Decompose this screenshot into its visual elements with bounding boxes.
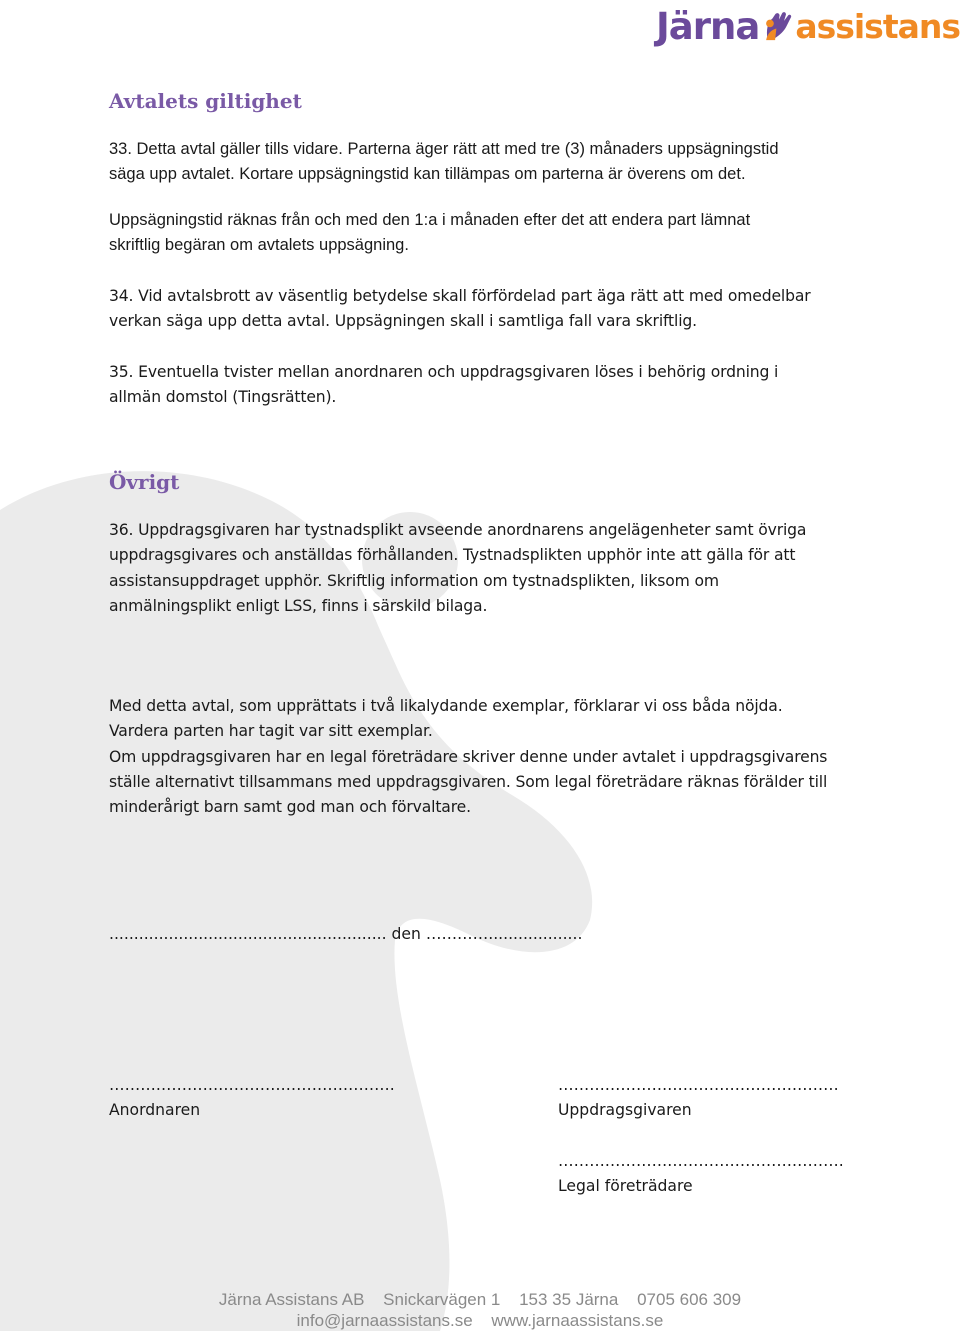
closing-paragraph [109,694,909,820]
footer-company: Järna Assistans AB [218,1290,365,1309]
heading-ovrigt: Övrigt [109,470,180,494]
footer-web-link[interactable]: www.jarnaassistans.se [491,1311,664,1330]
paragraph-35 [109,360,909,411]
footer-email-link[interactable]: info@jarnaassistans.se [296,1311,473,1330]
text-line: verkan säga upp detta avtal. Uppsägningen skall i samtliga fall vara skriftlig. [109,312,697,331]
text-line: assistansuppdraget upphör. Skriftlig information om tystnadsplikten, liksom om [109,571,719,590]
heading-avtalets-giltighet: Avtalets giltighet [109,89,302,113]
text-line: säga upp avtalet. Kortare uppsägningstid kan tillämpas om parterna är överens om det. [109,165,746,184]
text-line: 34. Vid avtalsbrott av väsentlig betydelse skall förfördelad part äga rätt att med omedelbar [109,287,811,305]
text-line: ställe alternativt tillsammans med uppdragsgivaren. Som legal företrädare räknas förälder till [109,772,828,791]
legal-representative-signature-line: ………………………………………………. [558,1152,844,1170]
paragraph-33b [109,208,909,259]
text-line: uppdragsgivares och anställdas förhållanden. Tystnadsplikten upphör inte att gälla för att [109,546,796,565]
footer-address: Snickarvägen 1 [383,1290,501,1309]
text-line: Uppsägningstid räknas från och med den 1:a i månaden efter det att endera part lämnat [109,211,751,229]
text-line: minderårigt barn samt god man och förvaltare. [109,798,471,817]
text-line: 36. Uppdragsgivaren har tystnadsplikt avseende anordnarens angelägenheter samt övriga [109,521,807,539]
company-logo [656,2,960,50]
legal-representative-label: Legal företrädare [558,1177,693,1195]
footer-phone: 0705 606 309 [637,1290,742,1309]
footer-address-line [0,1290,960,1310]
place-date-line: ........................................................ den …………................... [109,925,583,943]
text-line: 33. Detta avtal gäller tills vidare. Parterna äger rätt att med tre (3) månaders uppsägningstid [109,140,779,158]
uppdragsgivaren-label: Uppdragsgivaren [558,1101,692,1119]
anordnaren-signature-line: ………………………………………………. [109,1076,395,1094]
footer-city: 153 35 Järna [519,1290,619,1309]
text-line: skriftlig begäran om avtalets uppsägning. [109,236,409,255]
anordnaren-label: Anordnaren [109,1101,201,1119]
paragraph-36 [109,518,909,619]
text-line: anmälningsplikt enligt LSS, finns i särskild bilaga. [109,596,488,615]
paragraph-34 [109,284,909,335]
text-line: Om uppdragsgivaren har en legal företrädare skriver denne under avtalet i uppdragsgivarens [109,747,828,766]
text-line: allmän domstol (Tingsrätten). [109,388,337,407]
text-line: Vardera parten har tagit var sitt exemplar. [109,722,433,741]
logo-brand-left: Järna [656,4,760,48]
text-line: Med detta avtal, som upprättats i två likalydande exemplar, förklarar vi oss båda nöjda. [109,697,783,715]
text-line: 35. Eventuella tvister mellan anordnaren och uppdragsgivaren löses i behörig ordning i [109,363,779,381]
hand-figure-icon [761,2,793,50]
paragraph-33 [109,137,909,188]
logo-brand-right: assistans [795,6,960,46]
footer-contact-line [0,1311,960,1331]
uppdragsgivaren-signature-line: ……………………………………………… [558,1076,839,1094]
